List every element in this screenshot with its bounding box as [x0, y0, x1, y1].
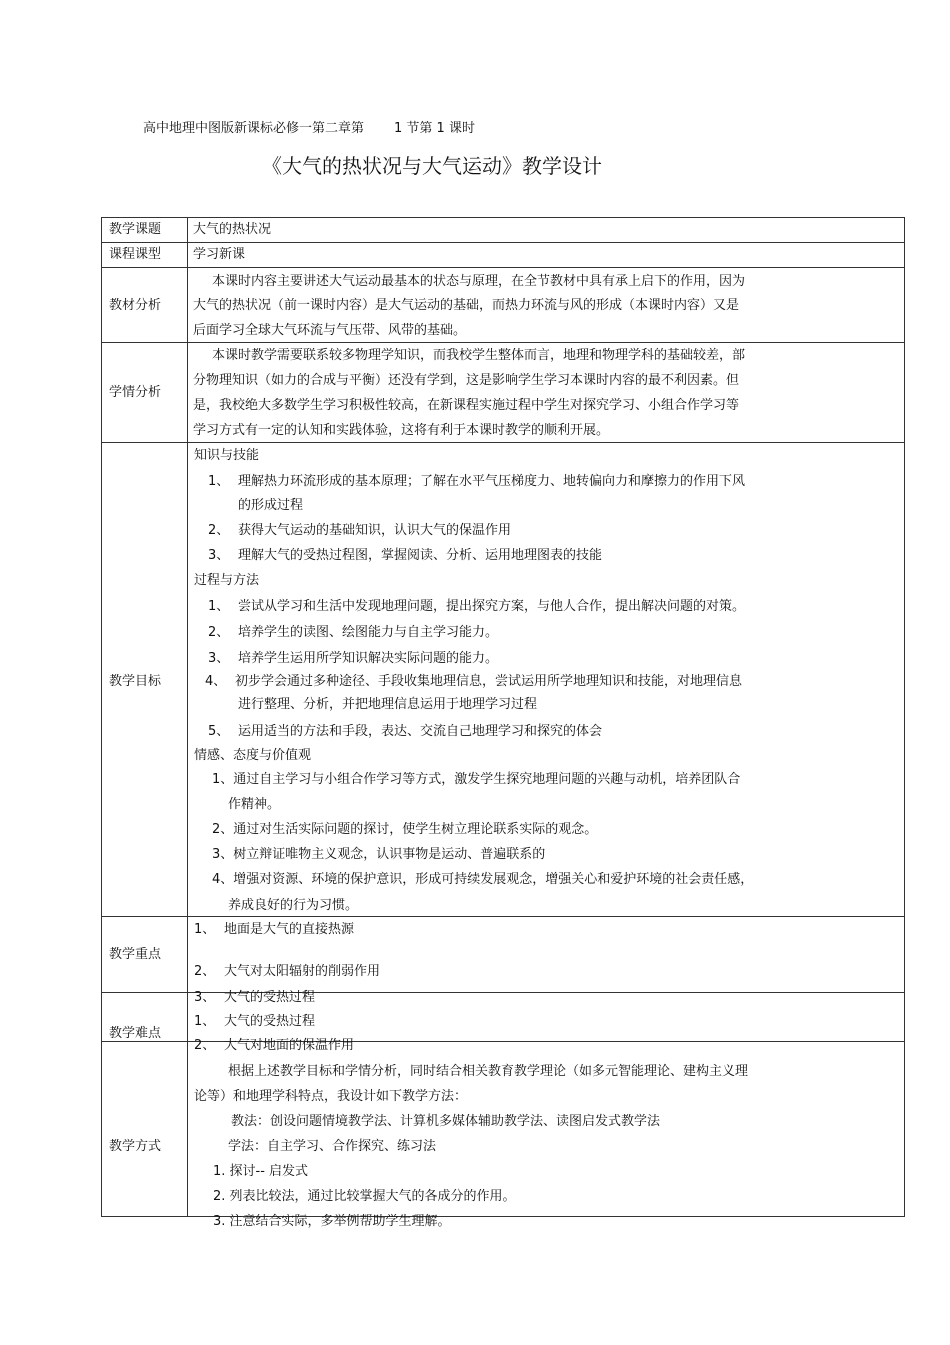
knowledge-item-number: 2、 [208, 523, 230, 538]
knowledge-item-cont: 的形成过程 [238, 498, 304, 513]
emotion-item-cont: 作精神。 [228, 797, 281, 812]
teaching-method: 教法：创设问题情境教学法、计算机多媒体辅助教学法、读图启发式教学法 [231, 1114, 661, 1129]
emotion-item: 4、增强对资源、环境的保护意识，形成可持续发展观念，增强关心和爱护环境的社会责任感， [212, 872, 754, 887]
row-divider [101, 267, 905, 268]
table-border-left [101, 217, 102, 1217]
learner-analysis-line: 本课时教学需要联系较多物理学知识，而我校学生整体而言，地理和物理学科的基础较差，部 [212, 348, 746, 363]
key-point-item: 大气的受热过程 [224, 990, 316, 1005]
process-item: 尝试从学习和生活中发现地理问题，提出探究方案，与他人合作，提出解决问题的对策。 [238, 599, 746, 614]
subtitle-chapter: 高中地理中图版新课标必修一第二章第 [143, 121, 365, 136]
table-border-right [904, 217, 905, 1217]
difficulty-item: 大气对地面的保温作用 [224, 1038, 355, 1053]
key-point-number: 3、 [194, 990, 216, 1005]
row-divider [101, 342, 905, 343]
process-item-cont: 进行整理、分析，并把地理信息运用于地理学习过程 [238, 697, 538, 712]
process-item-number: 2、 [208, 625, 230, 640]
learning-method: 学法：自主学习、合作探究、练习法 [228, 1139, 437, 1154]
key-point-number: 2、 [194, 964, 216, 979]
knowledge-item: 理解大气的受热过程图，掌握阅读、分析、运用地理图表的技能 [238, 548, 603, 563]
key-points-label: 教学重点 [109, 947, 162, 962]
key-point-number: 1、 [194, 922, 216, 937]
process-item: 初步学会通过多种途径、手段收集地理信息，尝试运用所学地理知识和技能，对地理信息 [235, 674, 743, 689]
emotion-heading: 情感、态度与价值观 [194, 748, 312, 763]
material-analysis-label: 教材分析 [109, 298, 162, 313]
row-divider [101, 992, 905, 993]
course-topic-label: 教学课题 [109, 222, 162, 237]
course-topic-value: 大气的热状况 [193, 222, 272, 237]
material-analysis-line: 后面学习全球大气环流与气压带、风带的基础。 [193, 323, 467, 338]
process-item: 培养学生的读图、绘图能力与自主学习能力。 [238, 625, 499, 640]
knowledge-item-number: 3、 [208, 548, 230, 563]
row-divider [101, 242, 905, 243]
knowledge-heading: 知识与技能 [194, 448, 260, 463]
process-item: 运用适当的方法和手段，表达、交流自己地理学习和探究的体会 [238, 724, 603, 739]
knowledge-item: 获得大气运动的基础知识，认识大气的保温作用 [238, 523, 512, 538]
method-item: 2. 列表比较法，通过比较掌握大气的各成分的作用。 [213, 1189, 516, 1204]
difficulty-number: 1、 [194, 1014, 216, 1029]
process-item-number: 1、 [208, 599, 230, 614]
subtitle-lesson: 1 节第 1 课时 [394, 121, 475, 136]
column-divider [187, 217, 188, 1217]
process-item-number: 5、 [208, 724, 230, 739]
course-type-label: 课程课型 [109, 247, 162, 262]
learner-analysis-label: 学情分析 [109, 385, 162, 400]
row-divider [101, 916, 905, 917]
learner-analysis-line: 学习方式有一定的认知和实践体验，这将有利于本课时教学的顺利开展。 [193, 423, 610, 438]
knowledge-item: 理解热力环流形成的基本原理；了解在水平气压梯度力、地转偏向力和摩擦力的作用下风 [238, 474, 746, 489]
emotion-item: 2、通过对生活实际问题的探讨，使学生树立理论联系实际的观念。 [212, 822, 598, 837]
table-border-top [101, 217, 905, 218]
emotion-item: 1、通过自主学习与小组合作学习等方式，激发学生探究地理问题的兴趣与动机，培养团队合 [212, 772, 741, 787]
process-item-number: 4、 [205, 674, 227, 689]
learner-analysis-line: 分物理知识（如力的合成与平衡）还没有学到，这是影响学生学习本课时内容的最不利因素。但 [193, 373, 740, 388]
key-point-item: 地面是大气的直接热源 [224, 922, 355, 937]
emotion-item-cont: 养成良好的行为习惯。 [228, 898, 359, 913]
method-item: 1. 探讨-- 启发式 [213, 1164, 309, 1179]
difficulty-item: 大气的受热过程 [224, 1014, 316, 1029]
course-type-value: 学习新课 [193, 247, 246, 262]
method-item: 3. 注意结合实际，多举例帮助学生理解。 [213, 1214, 451, 1229]
learner-analysis-line: 是，我校绝大多数学生学习积极性较高，在新课程实施过程中学生对探究学习、小组合作学习等 [193, 398, 740, 413]
material-analysis-line: 本课时内容主要讲述大气运动最基本的状态与原理，在全节教材中具有承上启下的作用，因为 [212, 274, 746, 289]
row-divider [101, 442, 905, 443]
knowledge-item-number: 1、 [208, 474, 230, 489]
document-subtitle [143, 121, 475, 137]
process-item: 培养学生运用所学知识解决实际问题的能力。 [238, 651, 499, 666]
methods-intro-cont: 论等）和地理学科特点，我设计如下教学方法： [194, 1089, 468, 1104]
emotion-item: 3、树立辩证唯物主义观念，认识事物是运动、普遍联系的 [212, 847, 546, 862]
methods-intro: 根据上述教学目标和学情分析，同时结合相关教育教学理论（如多元智能理论、建构主义理 [228, 1064, 749, 1079]
material-analysis-line: 大气的热状况（前一课时内容）是大气运动的基础，而热力环流与风的形成（本课时内容）又是 [193, 298, 740, 313]
process-heading: 过程与方法 [194, 573, 260, 588]
process-item-number: 3、 [208, 651, 230, 666]
objectives-label: 教学目标 [109, 674, 162, 689]
key-point-item: 大气对太阳辐射的削弱作用 [224, 964, 381, 979]
document-title: 《大气的热状况与大气运动》教学设计 [262, 154, 602, 178]
methods-label: 教学方式 [109, 1139, 162, 1154]
difficulty-number: 2、 [194, 1038, 216, 1053]
difficulties-label: 教学难点 [109, 1026, 162, 1041]
row-divider [101, 1041, 905, 1042]
